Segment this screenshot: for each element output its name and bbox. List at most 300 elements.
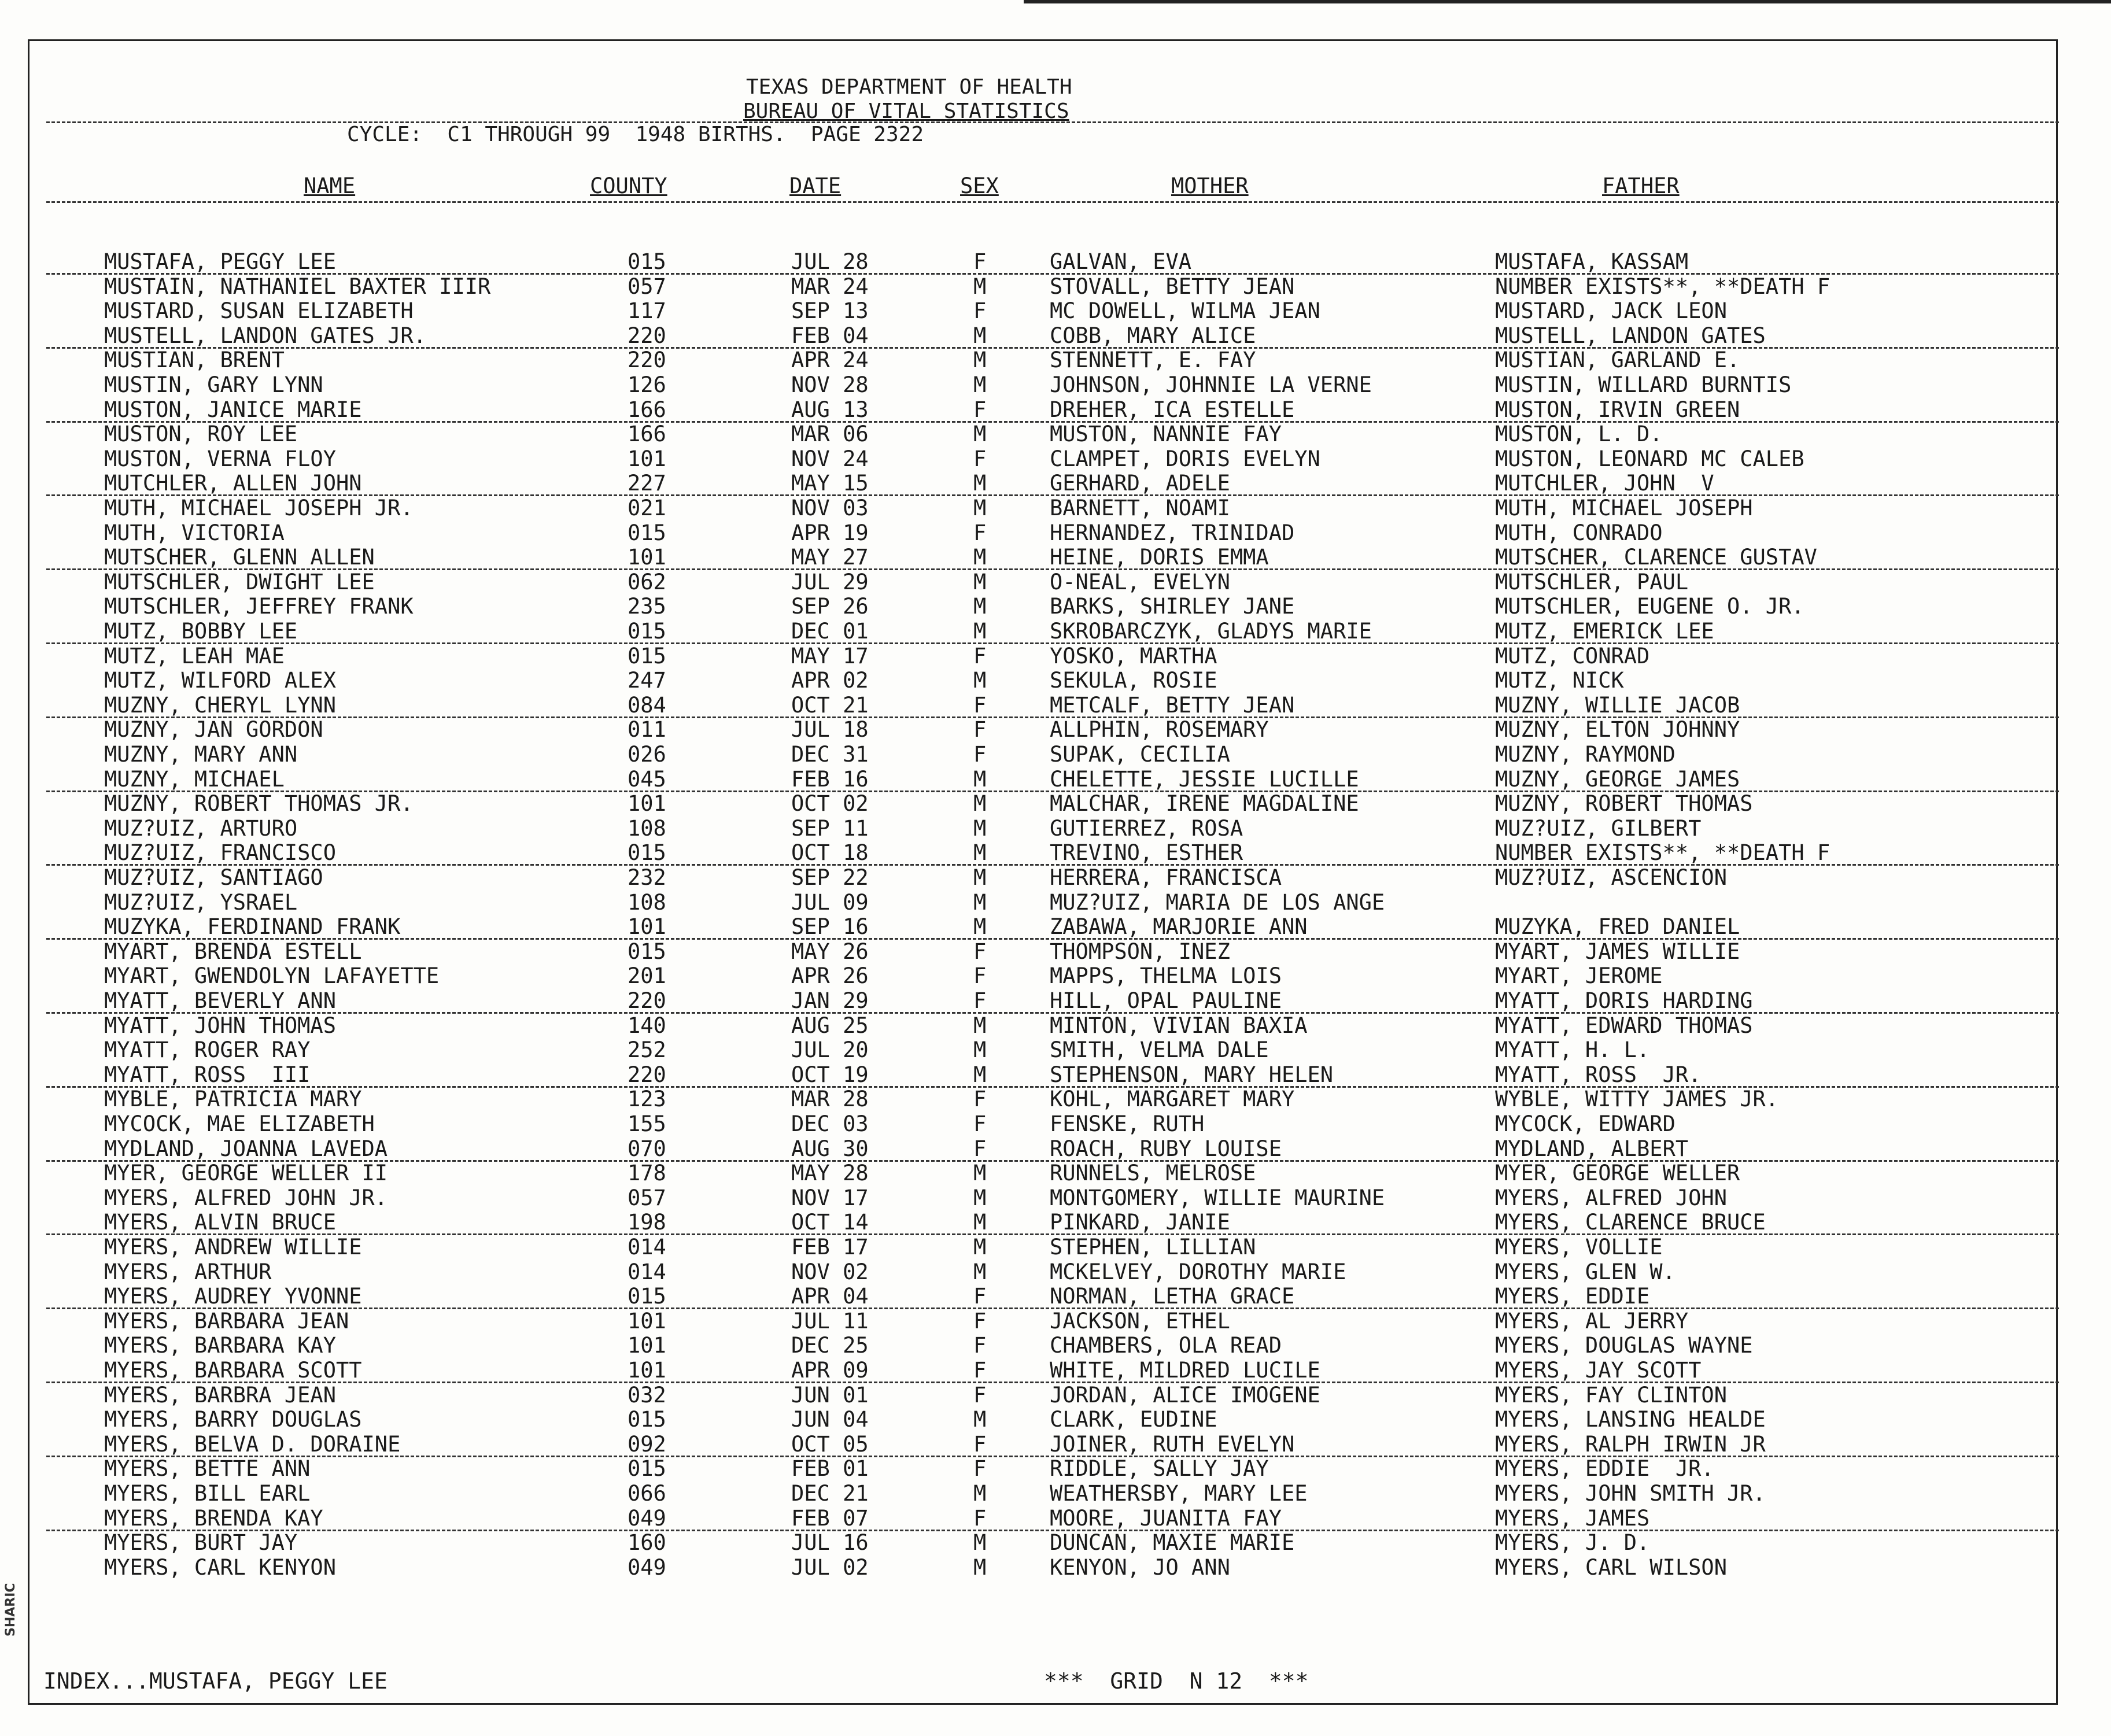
cell-date: OCT 14 — [791, 1210, 869, 1235]
cell-date: MAR 24 — [791, 274, 869, 299]
cell-county: 227 — [628, 471, 666, 496]
cell-mother: ROACH, RUBY LOUISE — [1050, 1136, 1282, 1161]
cell-county: 247 — [628, 668, 666, 693]
col-name-header: NAME — [304, 173, 356, 198]
cell-county: 220 — [628, 323, 666, 348]
cell-sex: M — [973, 1185, 987, 1210]
cell-father: MUTH, CONRADO — [1495, 520, 1663, 545]
cell-father: MUZNY, ELTON JOHNNY — [1495, 717, 1740, 743]
cell-sex: M — [973, 1481, 987, 1506]
cell-mother: JOHNSON, JOHNNIE LA VERNE — [1050, 372, 1372, 397]
cell-father: MUSTELL, LANDON GATES — [1495, 323, 1766, 348]
table-row — [0, 1284, 2111, 1309]
table-row — [0, 1334, 2111, 1358]
cell-mother: NORMAN, LETHA GRACE — [1050, 1284, 1295, 1309]
cell-date: JUL 02 — [791, 1554, 869, 1580]
cell-mother: FENSKE, RUTH — [1050, 1111, 1205, 1136]
cell-date: AUG 13 — [791, 397, 869, 422]
cell-county: 015 — [628, 520, 666, 545]
cell-county: 049 — [628, 1554, 666, 1580]
cell-county: 101 — [628, 914, 666, 940]
cell-mother: SUPAK, CECILIA — [1050, 742, 1230, 767]
table-row — [0, 767, 2111, 792]
cell-sex: F — [973, 963, 987, 989]
cell-name: MUSTIN, GARY LYNN — [104, 372, 323, 397]
cell-name: MYATT, JOHN THOMAS — [104, 1013, 336, 1038]
cell-county: 220 — [628, 1062, 666, 1087]
cell-date: APR 26 — [791, 963, 869, 989]
cell-sex: F — [973, 520, 987, 545]
cell-name: MUZNY, MARY ANN — [104, 742, 298, 767]
cell-date: MAY 26 — [791, 939, 869, 964]
cell-mother: SMITH, VELMA DALE — [1050, 1037, 1269, 1063]
cell-name: MYART, GWENDOLYN LAFAYETTE — [104, 963, 440, 989]
cell-mother: STEPHEN, LILLIAN — [1050, 1235, 1256, 1259]
cell-father: MYCOCK, EDWARD — [1495, 1111, 1675, 1136]
cell-county: 178 — [628, 1161, 666, 1186]
col-mother-header: MOTHER — [1171, 173, 1249, 198]
cell-name: MYERS, CARL KENYON — [104, 1554, 336, 1580]
table-row — [0, 1358, 2111, 1383]
cell-father: MUZNY, WILLIE JACOB — [1495, 692, 1740, 718]
cell-date: FEB 16 — [791, 766, 869, 792]
table-row — [0, 1309, 2111, 1334]
cell-county: 220 — [628, 348, 666, 373]
cell-name: MYERS, BURT JAY — [104, 1530, 298, 1556]
cell-father: MYERS, FAY CLINTON — [1495, 1382, 1727, 1408]
cell-father: MUTZ, NICK — [1495, 668, 1624, 693]
cell-name: MUZNY, CHERYL LYNN — [104, 692, 336, 718]
cell-mother: RUNNELS, MELROSE — [1050, 1161, 1256, 1186]
cell-name: MUTSCHLER, JEFFREY FRANK — [104, 594, 414, 619]
cell-mother: JORDAN, ALICE IMOGENE — [1050, 1382, 1320, 1408]
cell-father: MUSTON, LEONARD MC CALEB — [1495, 446, 1804, 471]
cell-mother: WHITE, MILDRED LUCILE — [1050, 1358, 1320, 1383]
cell-sex: F — [973, 249, 987, 274]
table-row — [0, 1112, 2111, 1136]
cell-county: 092 — [628, 1431, 666, 1457]
cell-sex: M — [973, 471, 987, 496]
cell-name: MUZ?UIZ, ARTURO — [104, 815, 298, 841]
cell-father: MUZ?UIZ, GILBERT — [1495, 815, 1702, 841]
cell-county: 117 — [628, 298, 666, 324]
table-row — [0, 299, 2111, 323]
cell-name: MUTZ, LEAH MAE — [104, 643, 285, 668]
table-row — [0, 521, 2111, 545]
cell-date: MAR 28 — [791, 1087, 869, 1112]
cell-county: 235 — [628, 594, 666, 619]
cell-name: MUSTELL, LANDON GATES JR. — [104, 323, 426, 348]
cell-sex: M — [973, 496, 987, 520]
cell-mother: KENYON, JO ANN — [1050, 1554, 1230, 1580]
table-row — [0, 718, 2111, 742]
cell-mother: GERHARD, ADELE — [1050, 471, 1230, 496]
cell-sex: F — [973, 988, 987, 1013]
cell-county: 015 — [628, 939, 666, 964]
cell-sex: F — [973, 692, 987, 718]
cell-mother: STEPHENSON, MARY HELEN — [1050, 1062, 1334, 1087]
cell-county: 201 — [628, 963, 666, 989]
cell-date: JUL 09 — [791, 889, 869, 915]
cell-name: MYERS, BETTE ANN — [104, 1456, 311, 1482]
cell-county: 108 — [628, 815, 666, 841]
cell-name: MUTSCHER, GLENN ALLEN — [104, 545, 375, 570]
cell-name: MYART, BRENDA ESTELL — [104, 939, 362, 964]
cell-county: 101 — [628, 1308, 666, 1334]
cell-sex: M — [973, 1235, 987, 1259]
cell-sex: F — [973, 939, 987, 964]
table-row — [0, 1482, 2111, 1506]
table-row — [0, 1506, 2111, 1531]
cell-date: APR 24 — [791, 348, 869, 373]
cell-father: MUSTON, IRVIN GREEN — [1495, 397, 1740, 422]
table-row — [0, 373, 2111, 397]
cell-father: MYERS, ALFRED JOHN — [1495, 1185, 1727, 1210]
cell-county: 252 — [628, 1037, 666, 1063]
cell-sex: M — [973, 348, 987, 373]
cell-name: MUZNY, ROBERT THOMAS JR. — [104, 791, 414, 817]
cell-date: OCT 18 — [791, 840, 869, 866]
cell-date: MAY 17 — [791, 643, 869, 668]
table-row — [0, 1161, 2111, 1185]
cell-sex: F — [973, 717, 987, 743]
cell-father: MUZYKA, FRED DANIEL — [1495, 914, 1740, 940]
cell-mother: CLARK, EUDINE — [1050, 1407, 1217, 1432]
cell-mother: HILL, OPAL PAULINE — [1050, 988, 1282, 1013]
table-row — [0, 1210, 2111, 1235]
cell-sex: M — [973, 914, 987, 940]
table-row — [0, 348, 2111, 372]
cell-father: MUTZ, CONRAD — [1495, 643, 1650, 668]
cell-county: 155 — [628, 1111, 666, 1136]
table-row — [0, 570, 2111, 594]
cell-father: WYBLE, WITTY JAMES JR. — [1495, 1087, 1779, 1112]
cell-date: OCT 05 — [791, 1431, 869, 1457]
cell-mother: MALCHAR, IRENE MAGDALINE — [1050, 791, 1359, 817]
cell-father: MUZNY, ROBERT THOMAS — [1495, 791, 1753, 817]
cell-sex: F — [973, 298, 987, 324]
cell-father: MYERS, LANSING HEALDE — [1495, 1407, 1766, 1432]
cell-county: 166 — [628, 422, 666, 447]
cell-county: 062 — [628, 569, 666, 594]
cell-sex: M — [973, 1013, 987, 1038]
cell-date: DEC 31 — [791, 742, 869, 767]
cell-mother: GALVAN, EVA — [1050, 249, 1192, 274]
table-row — [0, 1235, 2111, 1259]
cell-county: 015 — [628, 1284, 666, 1309]
table-row — [0, 1383, 2111, 1408]
cell-father: MYERS, JAMES — [1495, 1505, 1650, 1531]
cell-mother: MCKELVEY, DOROTHY MARIE — [1050, 1259, 1346, 1284]
cell-father: NUMBER EXISTS**, **DEATH F — [1495, 840, 1830, 866]
cell-county: 049 — [628, 1505, 666, 1531]
cell-county: 101 — [628, 446, 666, 471]
table-row — [0, 1087, 2111, 1111]
cell-date: JUL 29 — [791, 569, 869, 594]
cell-father: MUTSCHLER, EUGENE O. JR. — [1495, 594, 1804, 619]
cell-sex: M — [973, 865, 987, 890]
cell-date: AUG 30 — [791, 1136, 869, 1161]
table-row — [0, 817, 2111, 841]
table-row — [0, 964, 2111, 988]
cell-county: 014 — [628, 1259, 666, 1284]
cell-father: MUTZ, EMERICK LEE — [1495, 619, 1714, 644]
cell-sex: M — [973, 1210, 987, 1235]
cell-county: 057 — [628, 1185, 666, 1210]
cell-date: APR 04 — [791, 1284, 869, 1309]
cell-sex: F — [973, 1456, 987, 1482]
cell-county: 015 — [628, 1456, 666, 1482]
cell-name: MYERS, ARTHUR — [104, 1259, 272, 1284]
cell-sex: F — [973, 742, 987, 767]
cell-date: JUL 16 — [791, 1530, 869, 1556]
cell-county: 011 — [628, 717, 666, 743]
cell-sex: M — [973, 569, 987, 594]
cell-father: MYERS, GLEN W. — [1495, 1259, 1675, 1284]
cell-father: MUZ?UIZ, ASCENCION — [1495, 865, 1727, 890]
cell-mother: MINTON, VIVIAN BAXIA — [1050, 1013, 1308, 1038]
cell-name: MYERS, BARBARA SCOTT — [104, 1358, 362, 1383]
cell-sex: M — [973, 668, 987, 693]
cell-date: NOV 03 — [791, 496, 869, 520]
cell-sex: F — [973, 1308, 987, 1334]
table-row — [0, 398, 2111, 422]
table-row — [0, 324, 2111, 348]
cell-name: MUTH, VICTORIA — [104, 520, 285, 545]
cell-mother: BARKS, SHIRLEY JANE — [1050, 594, 1295, 619]
cell-name: MYERS, ALVIN BRUCE — [104, 1210, 336, 1235]
table-row — [0, 915, 2111, 939]
cell-name: MYERS, BRENDA KAY — [104, 1505, 323, 1531]
cell-name: MUTSCHLER, DWIGHT LEE — [104, 569, 375, 594]
footer-index: INDEX...MUSTAFA, PEGGY LEE — [43, 1668, 387, 1694]
cell-sex: F — [973, 1333, 987, 1358]
cell-mother: TREVINO, ESTHER — [1050, 840, 1243, 866]
cell-father: MYART, JEROME — [1495, 963, 1663, 989]
cell-sex: M — [973, 840, 987, 866]
table-row — [0, 644, 2111, 668]
cell-county: 014 — [628, 1235, 666, 1259]
cell-mother: RIDDLE, SALLY JAY — [1050, 1456, 1269, 1482]
cell-sex: M — [973, 1161, 987, 1186]
bureau-title: BUREAU OF VITAL STATISTICS — [743, 99, 1069, 123]
cell-date: NOV 17 — [791, 1185, 869, 1210]
cell-mother: HERRERA, FRANCISCA — [1050, 865, 1282, 890]
table-row — [0, 471, 2111, 496]
cell-sex: M — [973, 1037, 987, 1063]
cell-sex: F — [973, 1136, 987, 1161]
table-row — [0, 545, 2111, 570]
cell-mother: DUNCAN, MAXIE MARIE — [1050, 1530, 1295, 1556]
cell-mother: CHAMBERS, OLA READ — [1050, 1333, 1282, 1358]
cell-name: MYATT, BEVERLY ANN — [104, 988, 336, 1013]
cell-name: MUZNY, MICHAEL — [104, 766, 285, 792]
cell-county: 015 — [628, 643, 666, 668]
cell-mother: GUTIERREZ, ROSA — [1050, 815, 1243, 841]
col-father-header: FATHER — [1602, 173, 1680, 198]
cell-father: MYERS, RALPH IRWIN JR — [1495, 1431, 1766, 1457]
cell-mother: MUZ?UIZ, MARIA DE LOS ANGE — [1050, 889, 1385, 915]
cell-father: MYER, GEORGE WELLER — [1495, 1161, 1740, 1186]
cell-mother: MOORE, JUANITA FAY — [1050, 1505, 1282, 1531]
cell-date: SEP 13 — [791, 298, 869, 324]
cell-date: OCT 19 — [791, 1062, 869, 1087]
cell-name: MUTZ, WILFORD ALEX — [104, 668, 336, 693]
cell-father: MYERS, VOLLIE — [1495, 1235, 1663, 1259]
cell-mother: DREHER, ICA ESTELLE — [1050, 397, 1295, 422]
cell-county: 015 — [628, 840, 666, 866]
cell-name: MYERS, BELVA D. DORAINE — [104, 1431, 401, 1457]
cell-county: 101 — [628, 1333, 666, 1358]
cell-sex: F — [973, 446, 987, 471]
cell-county: 160 — [628, 1530, 666, 1556]
cell-county: 021 — [628, 496, 666, 520]
cell-name: MYBLE, PATRICIA MARY — [104, 1087, 362, 1112]
cell-name: MUZ?UIZ, FRANCISCO — [104, 840, 336, 866]
cell-father: MYATT, DORIS HARDING — [1495, 988, 1753, 1013]
cell-father: MUZNY, RAYMOND — [1495, 742, 1675, 767]
cell-date: APR 02 — [791, 668, 869, 693]
cell-name: MYER, GEORGE WELLER II — [104, 1161, 388, 1186]
cell-date: JUL 11 — [791, 1308, 869, 1334]
cell-date: FEB 07 — [791, 1505, 869, 1531]
cell-father: MYATT, ROSS JR. — [1495, 1062, 1702, 1087]
cell-sex: M — [973, 815, 987, 841]
cell-mother: ZABAWA, MARJORIE ANN — [1050, 914, 1308, 940]
col-sex-header: SEX — [960, 173, 999, 198]
cell-date: JAN 29 — [791, 988, 869, 1013]
cell-sex: M — [973, 1530, 987, 1556]
cell-name: MYERS, AUDREY YVONNE — [104, 1284, 362, 1309]
cell-mother: JACKSON, ETHEL — [1050, 1308, 1230, 1334]
cell-county: 066 — [628, 1481, 666, 1506]
cell-father: MUSTARD, JACK LEON — [1495, 298, 1727, 324]
cell-date: JUL 18 — [791, 717, 869, 743]
table-row — [0, 1186, 2111, 1210]
table-row — [0, 1014, 2111, 1038]
cell-name: MUSTON, ROY LEE — [104, 422, 298, 447]
cell-mother: MC DOWELL, WILMA JEAN — [1050, 298, 1320, 324]
cell-sex: F — [973, 1431, 987, 1457]
table-row — [0, 792, 2111, 816]
cell-father: MYERS, CLARENCE BRUCE — [1495, 1210, 1766, 1235]
cell-name: MYERS, BARRY DOUGLAS — [104, 1407, 362, 1432]
cell-county: 070 — [628, 1136, 666, 1161]
cell-mother: MONTGOMERY, WILLIE MAURINE — [1050, 1185, 1385, 1210]
cell-father: MYATT, EDWARD THOMAS — [1495, 1013, 1753, 1038]
table-row — [0, 693, 2111, 718]
cell-father: MUTH, MICHAEL JOSEPH — [1495, 496, 1753, 520]
cell-sex: F — [973, 643, 987, 668]
cell-father: MUZNY, GEORGE JAMES — [1495, 766, 1740, 792]
cell-date: JUL 28 — [791, 249, 869, 274]
cell-father: MYERS, DOUGLAS WAYNE — [1495, 1333, 1753, 1358]
cell-county: 101 — [628, 791, 666, 817]
table-row — [0, 594, 2111, 619]
cell-father: MYDLAND, ALBERT — [1495, 1136, 1689, 1161]
cell-date: DEC 03 — [791, 1111, 869, 1136]
cell-date: APR 09 — [791, 1358, 869, 1383]
table-row — [0, 619, 2111, 644]
cell-sex: M — [973, 1554, 987, 1580]
cell-mother: MAPPS, THELMA LOIS — [1050, 963, 1282, 989]
cell-date: MAR 06 — [791, 422, 869, 447]
table-row — [0, 668, 2111, 693]
cell-mother: SKROBARCZYK, GLADYS MARIE — [1050, 619, 1372, 644]
table-row — [0, 422, 2111, 446]
cell-father: MUTCHLER, JOHN V — [1495, 471, 1714, 496]
cell-father: MUSTIAN, GARLAND E. — [1495, 348, 1740, 373]
table-row — [0, 743, 2111, 767]
cell-mother: STENNETT, E. FAY — [1050, 348, 1256, 373]
cell-name: MUTCHLER, ALLEN JOHN — [104, 471, 362, 496]
table-row — [0, 1531, 2111, 1555]
cell-father: MYERS, EDDIE JR. — [1495, 1456, 1714, 1482]
cell-county: 015 — [628, 249, 666, 274]
cell-father: MUSTIN, WILLARD BURNTIS — [1495, 372, 1792, 397]
cell-sex: F — [973, 1358, 987, 1383]
cell-father: MUTSCHLER, PAUL — [1495, 569, 1689, 594]
cell-father: MYERS, JOHN SMITH JR. — [1495, 1481, 1766, 1506]
cell-name: MUTH, MICHAEL JOSEPH JR. — [104, 496, 414, 520]
cell-county: 166 — [628, 397, 666, 422]
cell-name: MUZYKA, FERDINAND FRANK — [104, 914, 401, 940]
cell-mother: HERNANDEZ, TRINIDAD — [1050, 520, 1295, 545]
cell-date: OCT 21 — [791, 692, 869, 718]
cell-sex: M — [973, 323, 987, 348]
cell-name: MYCOCK, MAE ELIZABETH — [104, 1111, 375, 1136]
cell-name: MYERS, BILL EARL — [104, 1481, 311, 1506]
cell-father: MYERS, CARL WILSON — [1495, 1554, 1727, 1580]
cell-name: MUSTON, JANICE MARIE — [104, 397, 362, 422]
cell-mother: PINKARD, JANIE — [1050, 1210, 1230, 1235]
cell-name: MUTZ, BOBBY LEE — [104, 619, 298, 644]
table-row — [0, 496, 2111, 520]
cell-date: JUN 04 — [791, 1407, 869, 1432]
cell-county: 232 — [628, 865, 666, 890]
table-row — [0, 275, 2111, 299]
cell-name: MYDLAND, JOANNA LAVEDA — [104, 1136, 388, 1161]
cell-mother: THOMPSON, INEZ — [1050, 939, 1230, 964]
cell-county: 026 — [628, 742, 666, 767]
cell-father: MUSTON, L. D. — [1495, 422, 1663, 447]
cell-date: JUN 01 — [791, 1382, 869, 1408]
cell-name: MYERS, ANDREW WILLIE — [104, 1235, 362, 1259]
cell-sex: F — [973, 1505, 987, 1531]
cell-name: MYATT, ROSS III — [104, 1062, 311, 1087]
cell-county: 220 — [628, 988, 666, 1013]
cell-mother: YOSKO, MARTHA — [1050, 643, 1217, 668]
cell-date: SEP 22 — [791, 865, 869, 890]
cell-sex: M — [973, 274, 987, 299]
cell-date: FEB 01 — [791, 1456, 869, 1482]
cell-sex: M — [973, 594, 987, 619]
table-row — [0, 891, 2111, 915]
cell-date: SEP 16 — [791, 914, 869, 940]
cell-father: NUMBER EXISTS**, **DEATH F — [1495, 274, 1830, 299]
cell-sex: M — [973, 372, 987, 397]
agency-title: TEXAS DEPARTMENT OF HEALTH — [746, 75, 1072, 99]
cell-date: MAY 28 — [791, 1161, 869, 1186]
table-row — [0, 1038, 2111, 1062]
cell-county: 126 — [628, 372, 666, 397]
cell-sex: M — [973, 545, 987, 570]
cell-date: FEB 04 — [791, 323, 869, 348]
cell-father: MUTSCHER, CLARENCE GUSTAV — [1495, 545, 1817, 570]
cell-sex: F — [973, 1087, 987, 1112]
cell-sex: F — [973, 1111, 987, 1136]
cell-date: OCT 02 — [791, 791, 869, 817]
